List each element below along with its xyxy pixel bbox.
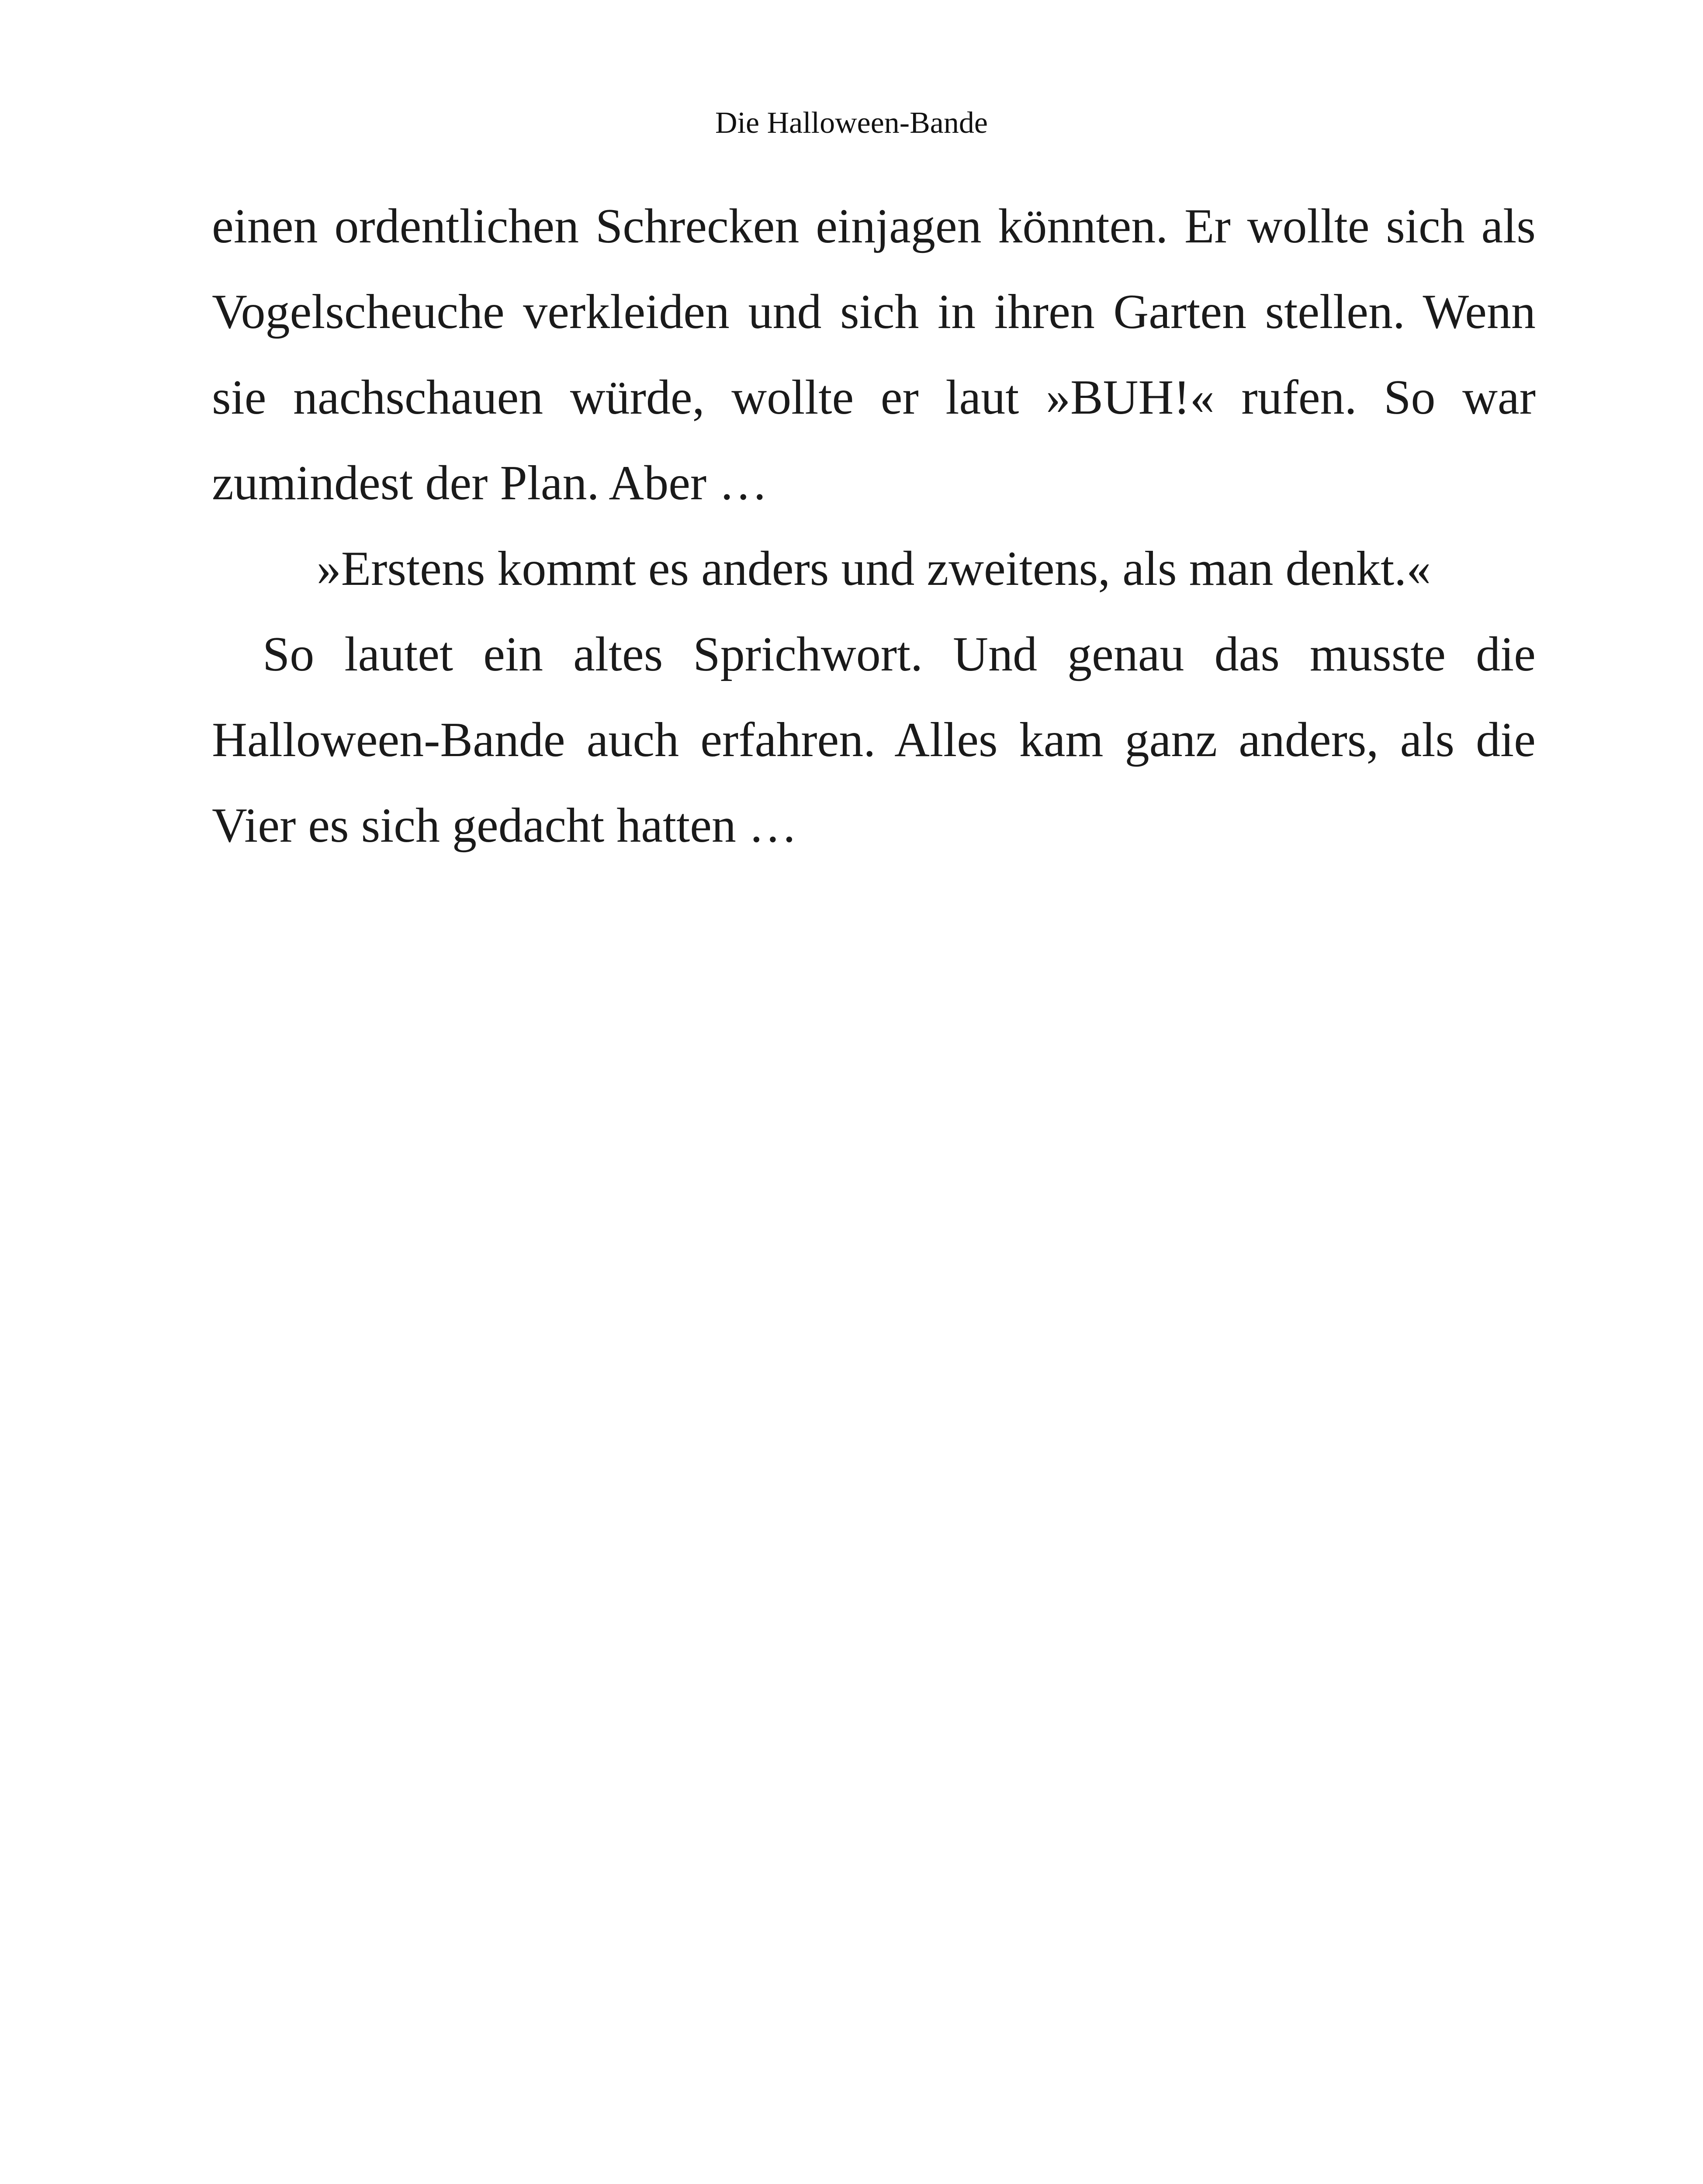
proverb-quote: »Erstens kommt es anders und zweitens, als man denkt.«	[316, 542, 1431, 596]
body-text	[212, 183, 1536, 868]
paragraph-1: einen ordentlichen Schrecken einjagen könnten. Er wollte sich als Vogelscheuche verkleiden und sich in ihren Garten stellen. Wenn sie nachschauen würde, wollte er laut »BUH!« rufen. So war zumindest der Plan. Aber …	[212, 199, 1536, 510]
paragraph-2: So lautet ein altes Sprichwort. Und genau das musste die Halloween-Bande auch erfahren. Alles kam ganz anders, als die Vier es sich gedacht hatten …	[212, 627, 1536, 853]
running-header: Die Halloween-Bande	[715, 106, 988, 140]
